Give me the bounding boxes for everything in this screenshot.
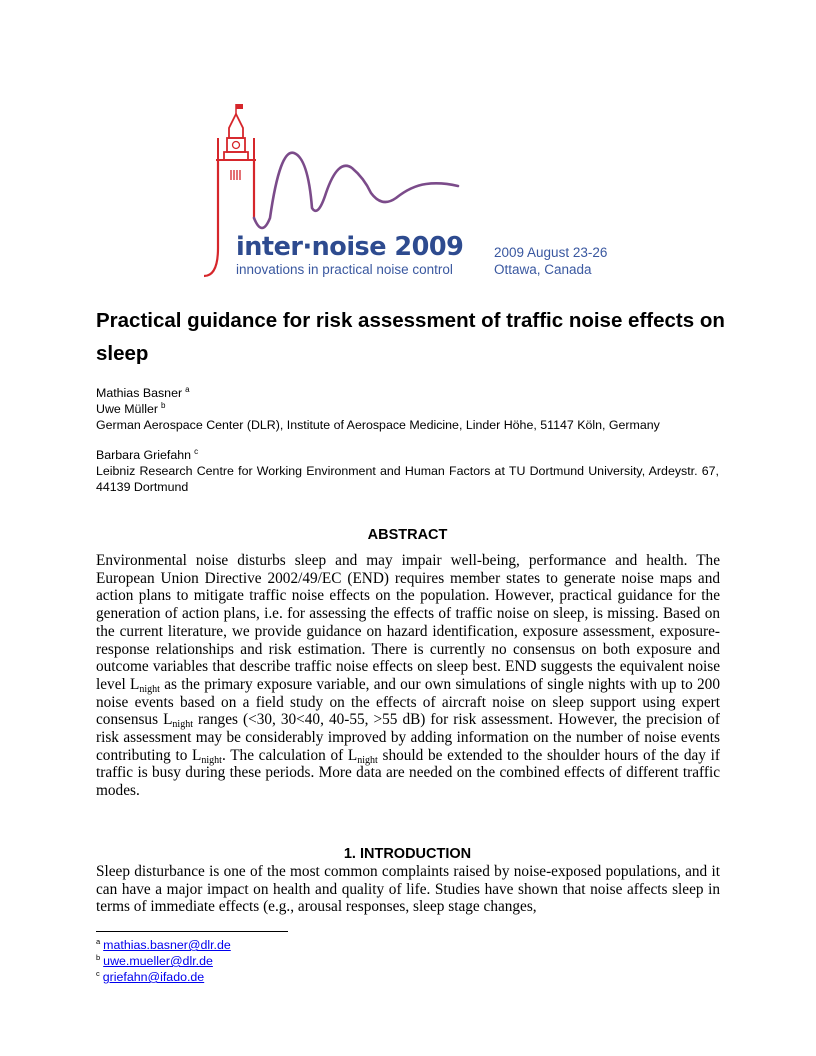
email-link-mueller[interactable]: uwe.mueller@dlr.de xyxy=(103,954,213,968)
affiliation-ifado: Leibniz Research Centre for Working Environment and Human Factors at TU Dortmund University, Ardeystr. 67, 44139 Dortmund xyxy=(96,464,719,494)
introduction-heading: 1. INTRODUCTION xyxy=(343,846,472,862)
author-basner xyxy=(96,385,190,401)
footnote-c xyxy=(96,969,204,985)
introduction-text: Sleep disturbance is one of the most common complaints raised by noise-exposed populations, and it can have a major impact on health and quality of life. Studies have shown that noise affects sleep in terms of immediate effects (e.g., arousal responses, sleep stage changes, xyxy=(96,863,720,916)
author-mark: c xyxy=(194,447,199,456)
footnote-divider xyxy=(96,931,288,932)
abstract-text: Environmental noise disturbs sleep and may impair well-being, performance and health. The European Union Directive 2002/49/EC (END) requires member states to generate noise maps and action plans to mitigate traffic noise effects on the population. However, practical guidance for the generation of action plans, i.e. for assessing the effects of traffic noise on sleep, is missing. Based on the current literature, we provide guidance on hazard identification, exposure assessment, exposure-response relationships and risk estimation. There is currently no consensus on both exposure and outcome variables that describe traffic noise effects on sleep best. END suggests the equivalent noise level $L_{night}$ as the primary exposure variable, and our own simulations of single nights with up to 200 noise events based on a field study on the effects of aircraft noise on sleep support using expert consensus $L_{night}$ ranges (<30, 30<40, 40-55, >55 dB) for risk assessment. However, the precision of risk assessment may be considerably improved by adding information on the number of noise events contributing to $L_{night}$. The calculation of $L_{night}$ should be extended to the shoulder hours of the day if traffic is busy during these periods. More data are needed on the combined effects of different traffic modes. xyxy=(96,552,721,800)
author-mark: a xyxy=(185,385,190,394)
author-griefahn xyxy=(96,447,198,463)
email-link-griefahn[interactable]: griefahn@ifado.de xyxy=(102,970,205,984)
abstract-heading: ABSTRACT xyxy=(367,527,448,543)
conference-tagline: innovations in practical noise control xyxy=(236,262,453,277)
conference-name: inter·noise 2009 xyxy=(236,232,464,262)
footnote-mark: a xyxy=(96,937,101,946)
paper-title: Practical guidance for risk assessment of traffic noise effects on sleep xyxy=(96,309,725,365)
author-name: Uwe Müller xyxy=(96,402,158,416)
footnote-b xyxy=(96,953,213,969)
author-name: Mathias Basner xyxy=(96,386,183,400)
footnote-mark: c xyxy=(96,969,100,978)
author-name: Barbara Griefahn xyxy=(96,448,192,462)
footnote-mark: b xyxy=(96,953,101,962)
author-mueller xyxy=(96,401,165,417)
conference-location: Ottawa, Canada xyxy=(494,262,592,277)
email-link-basner[interactable]: mathias.basner@dlr.de xyxy=(103,938,231,952)
conference-date: 2009 August 23-26 xyxy=(494,245,608,260)
author-mark: b xyxy=(160,401,166,410)
affiliation-dlr: German Aerospace Center (DLR), Institute of Aerospace Medicine, Linder Höhe, 51147 Köln, Germany xyxy=(96,418,660,432)
footnote-a xyxy=(96,937,231,953)
